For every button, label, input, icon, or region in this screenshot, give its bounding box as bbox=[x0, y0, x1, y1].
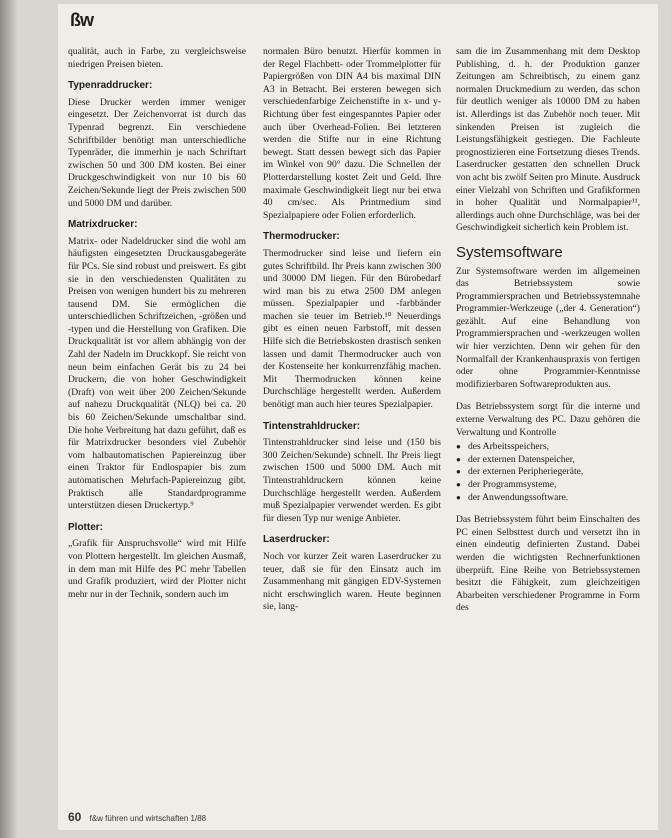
subheading-plotter: Plotter: bbox=[68, 521, 103, 533]
subheading-laser: Laserdrucker: bbox=[263, 534, 330, 546]
paragraph: „Grafik für Anspruchsvolle“ wird mit Hilfe von Plottern hergestellt. Im gleichen Ausmaß, in dem man mit Hilfe des PC mehr Tabellen und Grafik produziert, wird der Plotter nicht mehr nur in der Technik, sondern auch im bbox=[68, 538, 246, 600]
subheading-matrix: Matrixdrucker: bbox=[68, 219, 138, 231]
paragraph: Thermodrucker sind leise und liefern ein gutes Schriftbild. Ihr Preis kann zwischen 300 und 30000 DM liegen. Für den Bürobedarf wird man bis zu etwa 2500 DM anlegen müssen. Spezialpapier und -farbbänder machen sie teuer im Betrieb.¹⁰ Neuerdings gibt es einen neuen Farbstoff, mit dessen Hilfe sich die Betriebskosten drastisch senken lassen und damit Thermodrucker auch von der Kostenseite her konkurrenzfähig machen. Mit Thermodrucken können keine Durchschläge hergestellt werden. Außerdem benötigt man auch hier teures Spezialpapier. bbox=[263, 247, 441, 411]
paragraph: Tintenstrahldrucker sind leise und (150 bis 300 Zeichen/Sekunde) schnell. Ihr Preis liegt zwischen 1500 und 5000 DM. Auch mit Tintenstrahldruckern können keine Durchschläge hergestellt werden. Außerdem muß Spezialpapier verwendet werden. Es gibt für diesen Typ nur wenige Anbieter. bbox=[263, 437, 441, 524]
list-item: ● der externen Datenspeicher, bbox=[456, 454, 640, 467]
bullet-list bbox=[456, 441, 640, 504]
magazine-logo: ßw bbox=[70, 10, 93, 30]
page-binding-shadow bbox=[0, 0, 18, 838]
paragraph: Das Betriebssystem führt beim Einschalten des PC einen Selbsttest durch und versetzt ihn in einen eindeutig definierten Zustand. Dabei werden die wichtigsten Rechnerfunktionen überprüft. Eine Reihe von Betriebssystemen besitzt die Fähigkeit, zum gleichzeitigen Abarbeiten verschiedener Programme in Form des bbox=[456, 514, 640, 614]
text-column-3 bbox=[456, 46, 640, 615]
paragraph: normalen Büro benutzt. Hierfür kommen in der Regel Flachbett- oder Trommelplotter für Papiergrößen von DIN A4 bis maximal DIN A3 in Betracht. Bei ersteren bewegen sich verschiedenfarbige Zeichenstifte in x- und y-Richtung über fest eingespanntes Papier oder auch über Overhead-Folien. Bei letzteren werden die Stifte nur in eine Richtung bewegt. Statt dessen bewegt sich das Papier im Winkel von 90° dazu. Die Schnellen der Plotterdarstellung kostet Zeit und Geld. Ihre maximale Geschwindigkeit liegt nur bei etwa 40 cm/sec. Als Printmedium sind Spezialpapiere oder Folien erforderlich. bbox=[263, 46, 441, 221]
page-number: 60 bbox=[68, 810, 82, 824]
list-item: ● der Anwendungssoftware. bbox=[456, 492, 640, 505]
footer-source: f&w führen und wirtschaften 1/88 bbox=[89, 814, 207, 823]
subheading-typenrad: Typenraddrucker: bbox=[68, 80, 153, 92]
text-column-1 bbox=[68, 46, 246, 601]
subheading-tinte: Tintenstrahldrucker: bbox=[263, 420, 361, 432]
paragraph: qualität, auch in Farbe, zu vergleichsweise niedrigen Preisen bieten. bbox=[68, 46, 246, 70]
paragraph: sam die im Zusammenhang mit dem Desktop Publishing, d. h. der Produktion ganzer Zeitungen am Schreibtisch, zu einem ganz normalen Druckmedium zu werden, das schon für deutlich weniger als 10000 DM zu haben ist. Allerdings ist das Zubehör noch teuer. Mit sinkenden Preisen ist zugleich die Leistungsfähigkeit gestiegen. Die Fachleute prognostizieren eine Fortsetzung dieses Trends. Laserdrucker gestatten den schnellen Druck von acht bis zwölf Seiten pro Minute. Ausdruck einer Vielzahl von Schriften und Grafikformen in hoher Qualität und Normalpapier¹¹, allerdings auch ohne Durchschläge, was bei der Geschwindigkeit sicherlich kein Problem ist. bbox=[456, 46, 640, 234]
paragraph: Das Betriebssystem sorgt für die interne und externe Verwaltung des PC. Dazu gehören die Verwaltung und Kontrolle bbox=[456, 401, 640, 438]
section-heading-systemsoftware: Systemsoftware bbox=[456, 243, 563, 261]
paragraph: Matrix- oder Nadeldrucker sind die wohl am häufigsten eingesetzten Druckausgabegeräte für PCs. Sie sind robust und preiswert. Es gibt sie in den verschiedensten Qualitäten zu Preisen von wenigen hundert bis zu mehreren tausend DM. Sie ermöglichen die unterschiedlichen Schriftzeichen, -größen und -typen und die Herstellung von Grafiken. Die Druckqualität ist vor allem abhängig von der Zahl der Nadeln im Druckkopf. Sie reicht von neun beim einfachen Gerät bis zu 24 bei Druckern, die von hoher Geschwindigkeit (Draft) von weit über 200 Zeichen/Sekunde auf nahezu Druckqualität (NLQ) bei ca. 20 bis 60 Zeichen/Sekunde umschaltbar sind. Die hohe Verbreitung hat dazu geführt, daß es für Matrixdrucker besonders viel Zubehör vom halbautomatischen Papiereinzug über einen Traktor für Endlospapier bis zum automatischen Mehrfach-Papiereinzug gibt. Praktisch alle Standardprogramme unterstützen diesen Druckertyp.⁹ bbox=[68, 235, 246, 512]
paragraph: Zur Systemsoftware werden im allgemeinen das Betriebssystem sowie Programmiersprachen und Betriebssystemnahe Programmier-Werkzeuge („der 4. Generation“) gezählt. Auf eine Behandlung von Programmiersprachen und -werkzeugen wollen wir hier verzichten. Denn wir gehen für den Normalfall der Krankenhauspraxis von fertigen oder ohne Programmier-Kenntnisse modifizierbaren Softwareprodukten aus. bbox=[456, 265, 640, 390]
subheading-thermo: Thermodrucker: bbox=[263, 231, 340, 243]
magazine-page bbox=[58, 4, 658, 830]
paragraph: Noch vor kurzer Zeit waren Laserdrucker zu teuer, daß sie für den Einsatz auch im Zusammenhang mit gängigen EDV-Systemen nicht erschwinglich waren. Heute beginnen sie, lang- bbox=[263, 550, 441, 613]
page-footer bbox=[68, 810, 206, 824]
text-column-2 bbox=[263, 46, 441, 614]
list-item: ● der externen Peripheriegeräte, bbox=[456, 466, 640, 479]
paragraph: Diese Drucker werden immer weniger eingesetzt. Der Zeichenvorrat ist durch das Typenrad begrenzt. Ein verschiedene Schriftbilder benötigt man unterschiedliche Typenräder, die immerhin je nach Schriftart zwischen 50 und 300 DM kosten. Bei einer Druckgeschwindigkeit von nur 10 bis 60 Zeichen/Sekunde liegt der Preis zwischen 500 und 5000 DM und darüber. bbox=[68, 96, 246, 209]
list-item: ● der Programmsysteme, bbox=[456, 479, 640, 492]
list-item: ● des Arbeitsspeichers, bbox=[456, 441, 640, 454]
